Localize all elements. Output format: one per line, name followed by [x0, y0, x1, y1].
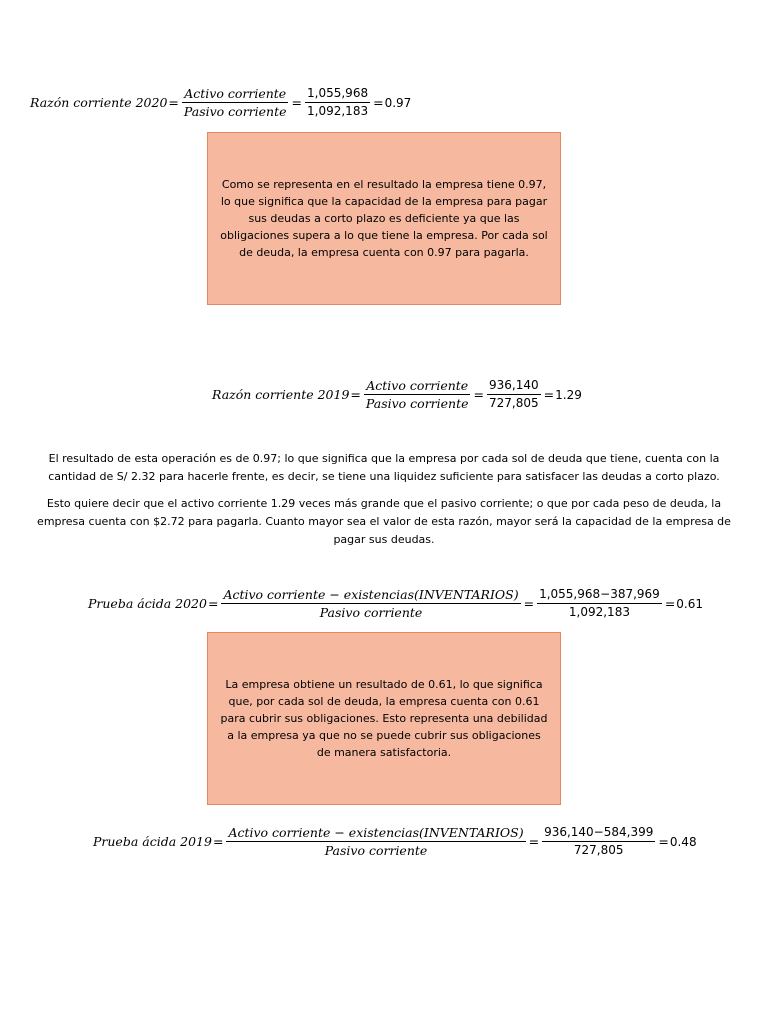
formula-result: 0.97 — [384, 95, 412, 110]
fraction-denominator: Pasivo corriente — [183, 104, 287, 119]
fraction-numerator: Activo corriente − existencias(INVENTARIOS) — [223, 587, 519, 602]
explanation-text: Como se representa en el resultado la empresa tiene 0.97, lo que significa que la capacidad de la empresa para pagar sus deudas a corto plazo es deficiente ya que las obligaciones supera a lo que tiene la empresa. Por cada sol de deuda, la empresa cuenta con 0.97 para pagarla. — [220, 178, 548, 259]
fraction-definition — [221, 587, 520, 620]
formula-label: Prueba ácida 2020 — [88, 596, 207, 611]
formula-label: Prueba ácida 2019 — [93, 834, 212, 849]
fraction-numerator: Activo corriente − existencias(INVENTARIOS) — [228, 825, 524, 840]
fraction-values — [542, 825, 655, 858]
fraction-numerator: 936,140−584,399 — [542, 825, 655, 842]
fraction-numerator: Activo corriente — [184, 86, 287, 101]
fraction-definition — [182, 86, 289, 119]
fraction-values — [537, 587, 662, 620]
explanation-box-prueba-acida-2020 — [207, 632, 561, 805]
fraction-denominator: 727,805 — [489, 396, 539, 410]
fraction-numerator: 936,140 — [487, 378, 541, 395]
fraction-numerator: 1,055,968−387,969 — [537, 587, 662, 604]
formula-result: 0.48 — [669, 834, 697, 849]
formula-result: 1.29 — [555, 387, 582, 402]
explanation-text: La empresa obtiene un resultado de 0.61, lo que significa que, por cada sol de deuda, la empresa cuenta con 0.61 para cubrir sus obligaciones. Esto representa una debilidad a la empresa ya que no se puede cubrir sus obligaciones de manera satisfactoria. — [220, 678, 548, 759]
formula-label: Razón corriente 2020 — [30, 95, 168, 110]
formula-prueba-acida-2020: Prueba ácida 2020 = $\frac{\text{Activo corriente − existencias(INVENTARIOS)}}{\text{Pasivo corriente}}$ = $\frac{1,055,968-387,969}{1,092,183}$ = 0.61 — [88, 587, 704, 620]
fraction-definition — [364, 378, 471, 411]
fraction-denominator: 727,805 — [573, 843, 624, 857]
fraction-values — [305, 86, 370, 119]
fraction-denominator: 1,092,183 — [568, 605, 630, 619]
formula-label: Razón corriente 2019 — [212, 387, 350, 402]
formula-razon-corriente-2020: Razón corriente 2020 = $\frac{\text{Activo corriente}}{\text{Pasivo corriente}}$ = $\frac{1,055,968}{1,092,183}$ = 0.97 — [30, 86, 412, 119]
fraction-denominator: Pasivo corriente — [319, 605, 423, 620]
paragraph-result-explanation: El resultado de esta operación es de 0.97; lo que significa que la empresa por cada sol de deuda que tiene, cuenta con la cantidad de S/ 2.32 para hacerle frente, es decir, se tiene una liquidez suficiente para satisfacer las deudas a corto plazo. — [48, 452, 720, 483]
paragraph-ratio-explanation: Esto quiere decir que el activo corriente 1.29 veces más grande que el pasivo corriente; o que por cada peso de deuda, la empresa cuenta con $2.72 para pagarla. Cuanto mayor sea el valor de esta razón, mayor será la capacidad de la empresa de pagar sus deudas. — [37, 497, 731, 546]
fraction-denominator: Pasivo corriente — [365, 396, 469, 411]
fraction-numerator: Activo corriente — [366, 378, 469, 393]
fraction-numerator: 1,055,968 — [305, 86, 370, 103]
formula-result: 0.61 — [676, 596, 704, 611]
fraction-denominator: 1,092,183 — [307, 104, 369, 118]
formula-prueba-acida-2019: Prueba ácida 2019 = $\frac{\text{Activo corriente − existencias(INVENTARIOS)}}{\text{Pasivo corriente}}$ = $\frac{936,140-584,399}{727,805}$ = 0.48 — [93, 825, 697, 858]
explanation-box-2020 — [207, 132, 561, 305]
formula-razon-corriente-2019: Razón corriente 2019 = $\frac{\text{Activo corriente}}{\text{Pasivo corriente}}$ = $\frac{936,140}{727,805}$ = 1.29 — [212, 378, 582, 411]
fraction-definition — [226, 825, 525, 858]
fraction-values — [487, 378, 541, 411]
fraction-denominator: Pasivo corriente — [324, 843, 428, 858]
